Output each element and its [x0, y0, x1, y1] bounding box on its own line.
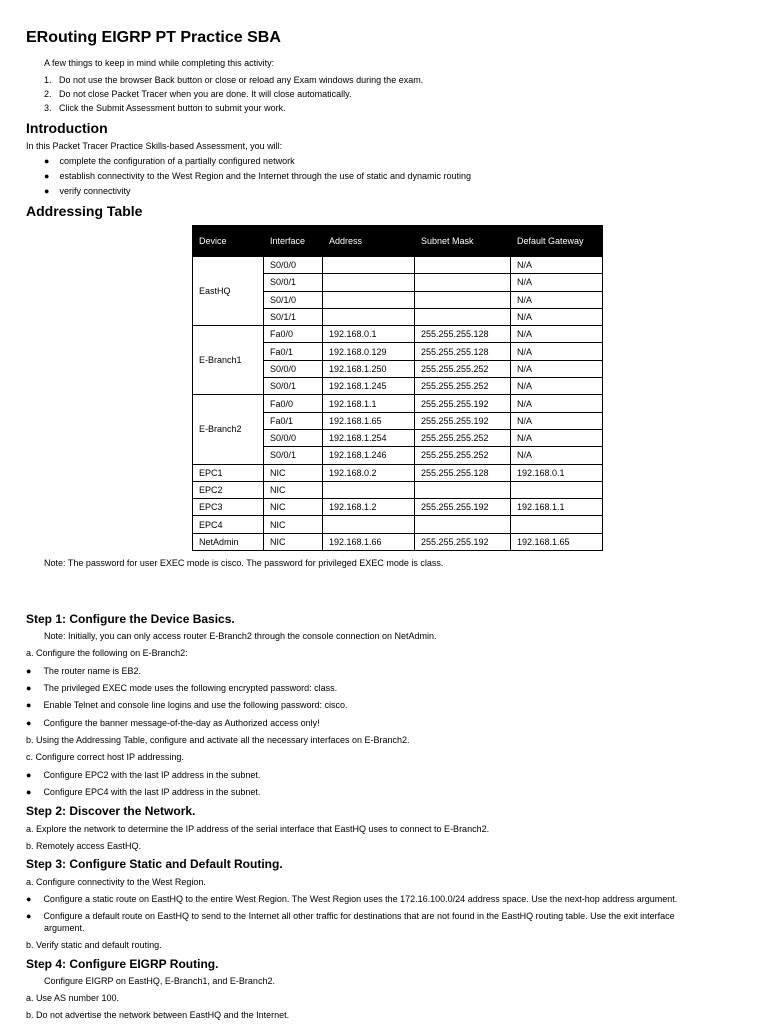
address-cell: 192.168.0.2: [323, 464, 415, 481]
intro-bullet: [44, 171, 471, 182]
subnet-mask-cell: 255.255.255.128: [415, 464, 511, 481]
bullet-icon: ●: [44, 186, 50, 196]
table-row: [193, 516, 603, 533]
table-header-row: [193, 226, 603, 257]
device-cell: EPC2: [193, 481, 264, 498]
step2-item-b: b. Remotely access EastHQ.: [26, 841, 142, 851]
step1-bullet-text: Configure the banner message-of-the-day as Authorized access only!: [43, 718, 320, 728]
step3-bullet: [26, 894, 677, 905]
step3-bullet-text: Configure a default route on EastHQ to send to the Internet all other traffic for destinations that are not found in the EastHQ routing table. Use the exit interface: [43, 911, 675, 921]
default-gateway-cell: N/A: [511, 343, 603, 360]
step3-bullet: [26, 911, 675, 922]
interface-cell: NIC: [264, 499, 323, 516]
rule-item: 3. Click the Submit Assessment button to submit your work.: [44, 103, 286, 113]
column-header: Interface: [264, 226, 323, 257]
default-gateway-cell: N/A: [511, 291, 603, 308]
interface-cell: S0/0/1: [264, 447, 323, 464]
bullet-icon: ●: [26, 718, 32, 728]
step1-bullet-text: Configure EPC2 with the last IP address in the subnet.: [43, 770, 261, 780]
step3-bullet-continuation: argument.: [44, 923, 85, 933]
step4-heading: Step 4: Configure EIGRP Routing.: [26, 957, 219, 971]
default-gateway-cell: N/A: [511, 360, 603, 377]
column-header: Address: [323, 226, 415, 257]
interface-cell: S0/0/1: [264, 274, 323, 291]
default-gateway-cell: N/A: [511, 378, 603, 395]
intro-bullet: [44, 156, 295, 167]
table-row: [193, 257, 603, 274]
rule-item: 1. Do not use the browser Back button or close or reload any Exam windows during the exam.: [44, 75, 424, 85]
default-gateway-cell: [511, 516, 603, 533]
default-gateway-cell: 192.168.0.1: [511, 464, 603, 481]
table-row: [193, 326, 603, 343]
interface-cell: Fa0/0: [264, 395, 323, 412]
address-cell: 192.168.1.246: [323, 447, 415, 464]
intro-bullet-text: verify connectivity: [59, 186, 131, 196]
subnet-mask-cell: 255.255.255.192: [415, 412, 511, 429]
intro-note: A few things to keep in mind while completing this activity:: [44, 58, 275, 68]
rule-text: Do not use the browser Back button or close or reload any Exam windows during the exam.: [59, 75, 424, 85]
address-cell: 192.168.1.245: [323, 378, 415, 395]
step2-heading: Step 2: Discover the Network.: [26, 804, 196, 818]
document-title: ERouting EIGRP PT Practice SBA: [26, 29, 281, 46]
subnet-mask-cell: [415, 481, 511, 498]
interface-cell: Fa0/1: [264, 343, 323, 360]
default-gateway-cell: N/A: [511, 429, 603, 446]
device-cell: E-Branch1: [193, 326, 264, 395]
bullet-icon: ●: [44, 156, 50, 166]
step3-heading: Step 3: Configure Static and Default Routing.: [26, 857, 283, 871]
interface-cell: S0/1/0: [264, 291, 323, 308]
step3-item-b: b. Verify static and default routing.: [26, 940, 162, 950]
step1-bullet: [26, 787, 260, 798]
subnet-mask-cell: 255.255.255.252: [415, 360, 511, 377]
bullet-icon: ●: [26, 894, 32, 904]
intro-bullet: [44, 186, 130, 197]
interface-cell: NIC: [264, 481, 323, 498]
step1-bullet-text: The privileged EXEC mode uses the following encrypted password: class.: [43, 683, 338, 693]
default-gateway-cell: N/A: [511, 308, 603, 325]
address-cell: 192.168.0.1: [323, 326, 415, 343]
step1-bullet: [26, 666, 141, 677]
step1-bullet: [26, 718, 320, 729]
address-cell: 192.168.1.65: [323, 412, 415, 429]
column-header: Default Gateway: [511, 226, 603, 257]
step1-bullet-text: Configure EPC4 with the last IP address in the subnet.: [43, 787, 261, 797]
device-cell: EPC1: [193, 464, 264, 481]
subnet-mask-cell: 255.255.255.192: [415, 533, 511, 550]
addressing-heading: Addressing Table: [26, 203, 143, 219]
address-cell: 192.168.1.1: [323, 395, 415, 412]
bullet-icon: ●: [26, 700, 32, 710]
table-row: [193, 481, 603, 498]
step1-bullet: [26, 700, 347, 711]
address-cell: [323, 481, 415, 498]
step1-heading: Step 1: Configure the Device Basics.: [26, 612, 235, 626]
step1-bullet: [26, 683, 337, 694]
address-cell: 192.168.1.66: [323, 533, 415, 550]
interface-cell: Fa0/1: [264, 412, 323, 429]
step3-bullet-text: Configure a static route on EastHQ to the entire West Region. The West Region uses the 172.16.100.0/24 address space. Use the next-hop address argument.: [43, 894, 678, 904]
introduction-heading: Introduction: [26, 120, 108, 136]
table-row: [193, 395, 603, 412]
device-cell: NetAdmin: [193, 533, 264, 550]
default-gateway-cell: N/A: [511, 447, 603, 464]
interface-cell: NIC: [264, 516, 323, 533]
subnet-mask-cell: 255.255.255.192: [415, 395, 511, 412]
default-gateway-cell: N/A: [511, 326, 603, 343]
step4-item-a: a. Use AS number 100.: [26, 993, 120, 1003]
default-gateway-cell: 192.168.1.65: [511, 533, 603, 550]
default-gateway-cell: N/A: [511, 395, 603, 412]
rule-text: Click the Submit Assessment button to submit your work.: [59, 103, 286, 113]
device-cell: EastHQ: [193, 257, 264, 326]
step1-item-a: a. Configure the following on E-Branch2:: [26, 648, 188, 658]
address-cell: [323, 516, 415, 533]
address-cell: 192.168.0.129: [323, 343, 415, 360]
subnet-mask-cell: 255.255.255.252: [415, 378, 511, 395]
address-cell: [323, 308, 415, 325]
address-cell: [323, 291, 415, 308]
subnet-mask-cell: [415, 257, 511, 274]
column-header: Subnet Mask: [415, 226, 511, 257]
bullet-icon: ●: [26, 770, 32, 780]
column-header: Device: [193, 226, 264, 257]
default-gateway-cell: [511, 481, 603, 498]
step1-bullet-text: Enable Telnet and console line logins and use the following password: cisco.: [43, 700, 348, 710]
bullet-icon: ●: [44, 171, 50, 181]
interface-cell: S0/0/0: [264, 360, 323, 377]
subnet-mask-cell: 255.255.255.128: [415, 326, 511, 343]
default-gateway-cell: N/A: [511, 412, 603, 429]
device-cell: EPC4: [193, 516, 264, 533]
interface-cell: S0/0/1: [264, 378, 323, 395]
step1-bullet-text: The router name is EB2.: [43, 666, 141, 676]
addressing-note: Note: The password for user EXEC mode is cisco. The password for privileged EXEC mode is class.: [44, 558, 444, 568]
default-gateway-cell: N/A: [511, 257, 603, 274]
step4-item-b: b. Do not advertise the network between EastHQ and the Internet.: [26, 1010, 290, 1020]
subnet-mask-cell: 255.255.255.128: [415, 343, 511, 360]
interface-cell: NIC: [264, 464, 323, 481]
default-gateway-cell: 192.168.1.1: [511, 499, 603, 516]
device-cell: EPC3: [193, 499, 264, 516]
intro-bullet-text: complete the configuration of a partially configured network: [59, 156, 295, 166]
table-row: [193, 533, 603, 550]
address-cell: [323, 257, 415, 274]
subnet-mask-cell: 255.255.255.252: [415, 447, 511, 464]
subnet-mask-cell: [415, 308, 511, 325]
interface-cell: S0/0/0: [264, 429, 323, 446]
subnet-mask-cell: [415, 291, 511, 308]
intro-bullet-text: establish connectivity to the West Region and the Internet through the use of static and dynamic routing: [59, 171, 472, 181]
step1-note: Note: Initially, you can only access router E-Branch2 through the console connection on NetAdmin.: [44, 631, 437, 641]
interface-cell: NIC: [264, 533, 323, 550]
step2-item-a: a. Explore the network to determine the IP address of the serial interface that EastHQ uses to connect to E-Branch2.: [26, 824, 490, 834]
table-row: [193, 499, 603, 516]
rule-item: 2. Do not close Packet Tracer when you are done. It will close automatically.: [44, 89, 352, 99]
bullet-icon: ●: [26, 683, 32, 693]
subnet-mask-cell: [415, 274, 511, 291]
subnet-mask-cell: 255.255.255.192: [415, 499, 511, 516]
step1-item-c: c. Configure correct host IP addressing.: [26, 752, 184, 762]
address-cell: 192.168.1.2: [323, 499, 415, 516]
address-cell: 192.168.1.254: [323, 429, 415, 446]
interface-cell: S0/1/1: [264, 308, 323, 325]
bullet-icon: ●: [26, 911, 32, 921]
step4-lead: Configure EIGRP on EastHQ, E-Branch1, and E-Branch2.: [44, 976, 275, 986]
addressing-table: [192, 225, 603, 551]
introduction-lead: In this Packet Tracer Practice Skills-based Assessment, you will:: [26, 141, 283, 151]
subnet-mask-cell: [415, 516, 511, 533]
subnet-mask-cell: 255.255.255.252: [415, 429, 511, 446]
address-cell: 192.168.1.250: [323, 360, 415, 377]
address-cell: [323, 274, 415, 291]
table-row: [193, 464, 603, 481]
step1-bullet: [26, 770, 260, 781]
interface-cell: Fa0/0: [264, 326, 323, 343]
bullet-icon: ●: [26, 666, 32, 676]
device-cell: E-Branch2: [193, 395, 264, 464]
interface-cell: S0/0/0: [264, 257, 323, 274]
step3-item-a: a. Configure connectivity to the West Region.: [26, 877, 206, 887]
rule-text: Do not close Packet Tracer when you are done. It will close automatically.: [59, 89, 352, 99]
bullet-icon: ●: [26, 787, 32, 797]
step1-item-b: b. Using the Addressing Table, configure and activate all the necessary interfaces on E-Branch2.: [26, 735, 410, 745]
default-gateway-cell: N/A: [511, 274, 603, 291]
